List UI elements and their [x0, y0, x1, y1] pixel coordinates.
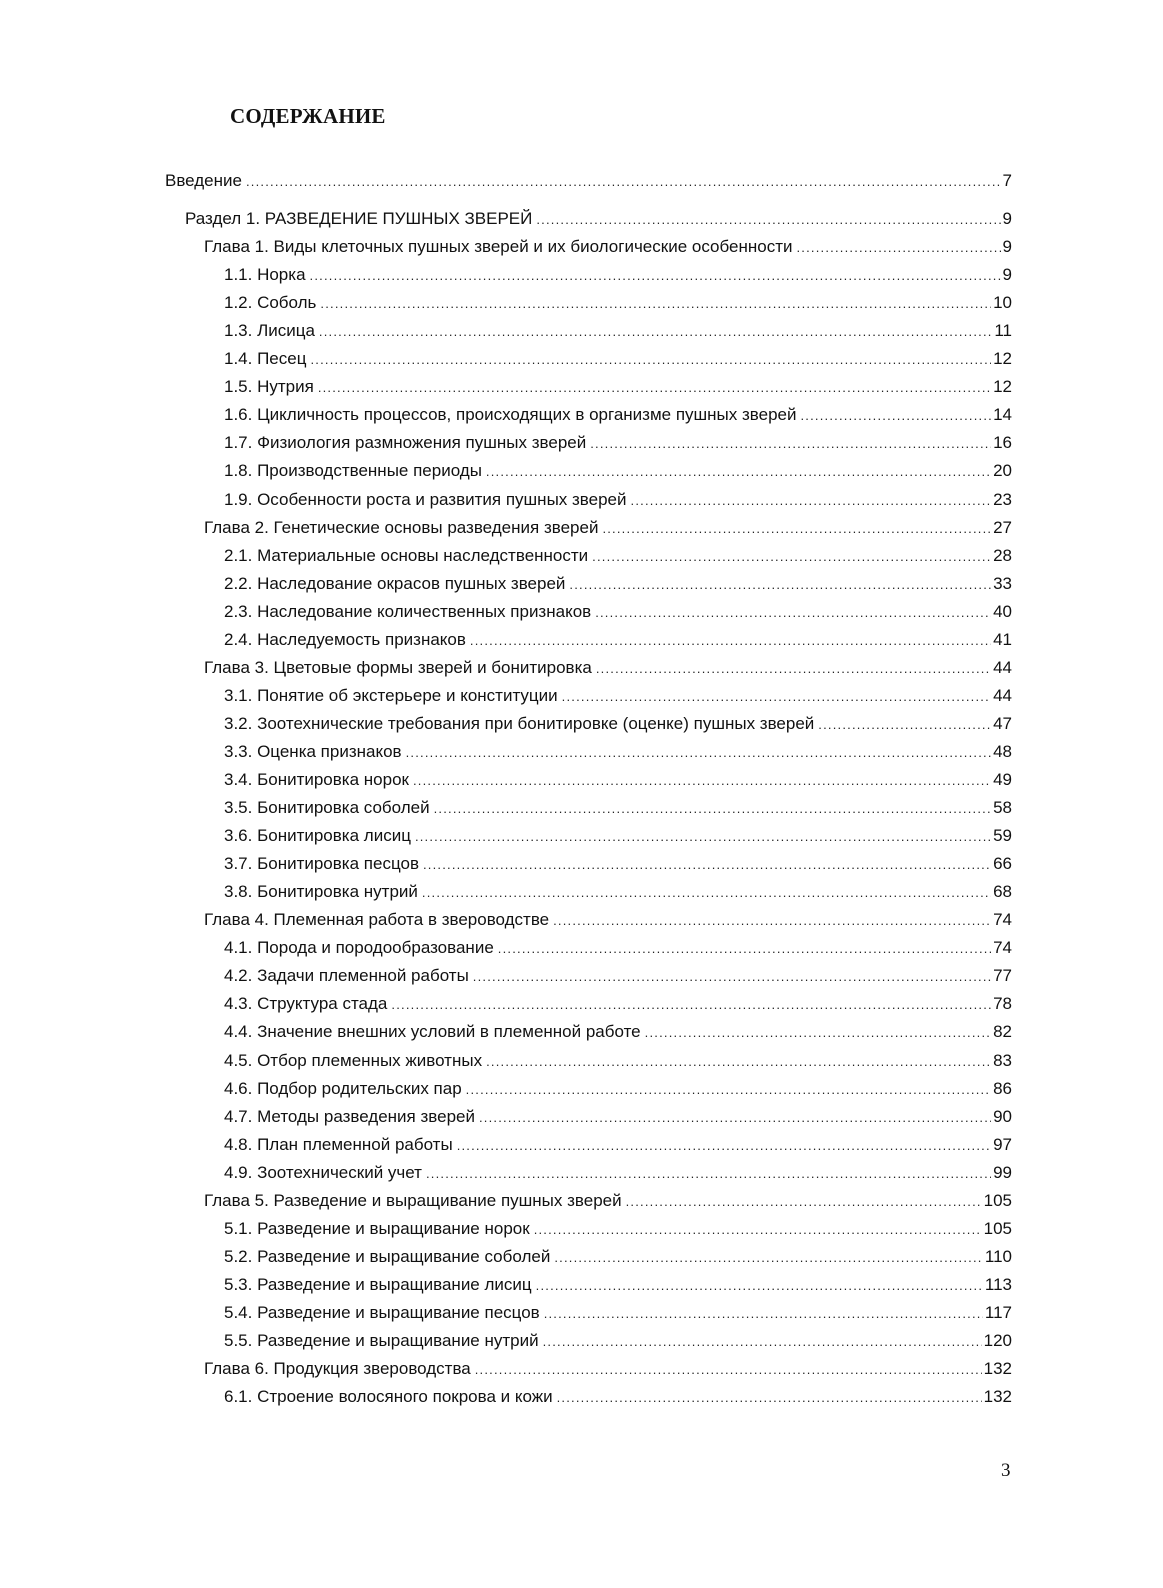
toc-entry[interactable] [224, 348, 1012, 370]
dot-leader [466, 1079, 991, 1101]
toc-entry-page: 28 [993, 545, 1012, 565]
dot-leader [479, 1107, 991, 1129]
toc-entry-text: 4.8. План племенной работы [224, 1134, 453, 1154]
dot-leader [473, 966, 991, 988]
dot-leader [320, 293, 991, 315]
toc-entry-page: 48 [993, 741, 1012, 761]
toc-entry[interactable] [224, 1162, 1012, 1184]
dot-leader [536, 209, 1000, 231]
dot-leader [536, 1275, 983, 1297]
toc-entry[interactable] [224, 545, 1012, 567]
dot-leader [796, 237, 1000, 259]
dot-leader [562, 686, 991, 708]
toc-entry-text: Глава 4. Племенная работа в звероводстве [204, 910, 550, 930]
toc-entry-page: 59 [993, 826, 1012, 846]
toc-entry-page: 20 [993, 461, 1012, 481]
toc-entry-page: 105 [983, 1190, 1012, 1210]
dot-leader [569, 574, 991, 596]
toc-entry[interactable] [224, 1386, 1012, 1408]
dot-leader [818, 714, 991, 736]
dot-leader [645, 1022, 991, 1044]
toc-entry[interactable] [224, 1050, 1012, 1072]
toc-entry-text: Глава 2. Генетические основы разведения зверей [204, 517, 599, 537]
toc-entry-page: 41 [993, 629, 1012, 649]
dot-leader [415, 826, 991, 848]
toc-entry-page: 11 [994, 321, 1012, 341]
toc-entry-text: 2.3. Наследование количественных признаков [224, 601, 592, 621]
toc-entry-text: 4.7. Методы разведения зверей [224, 1106, 475, 1126]
toc-entry-page: 47 [993, 713, 1012, 733]
toc-entry-text: 4.6. Подбор родительских пар [224, 1078, 462, 1098]
toc-entry-text: 5.1. Разведение и выращивание норок [224, 1218, 530, 1238]
toc-entry-page: 23 [993, 489, 1012, 509]
toc-entry-text: 3.8. Бонитировка нутрий [224, 882, 418, 902]
toc-entry-page: 105 [983, 1218, 1012, 1238]
toc-entry-text: 3.1. Понятие об экстерьере и конституции [224, 685, 558, 705]
dot-leader [310, 265, 1001, 287]
dot-leader [543, 1331, 982, 1353]
toc-entry-page: 74 [993, 938, 1012, 958]
dot-leader [391, 994, 991, 1016]
toc-entry-page: 90 [993, 1106, 1012, 1126]
toc-entry-page: 27 [993, 517, 1012, 537]
toc-entry-text: 1.2. Соболь [224, 293, 317, 313]
dot-leader [426, 1163, 991, 1185]
toc-entry-text: 1.6. Цикличность процессов, происходящих в организме пушных зверей [224, 405, 797, 425]
toc-entry-text: 3.2. Зоотехнические требования при бонитировке (оценке) пушных зверей [224, 713, 815, 733]
toc-entry-page: 49 [993, 770, 1012, 789]
dot-leader [595, 602, 991, 624]
toc-entry[interactable] [224, 853, 1012, 875]
toc-entry-page: 66 [993, 854, 1012, 874]
toc-entry-text: 4.9. Зоотехнический учет [224, 1162, 422, 1182]
toc-entry[interactable] [165, 170, 1012, 192]
dot-leader [554, 1247, 983, 1269]
toc-entry-page: 9 [1002, 237, 1012, 257]
toc-entry-page: 9 [1002, 209, 1012, 228]
toc-entry-text: 1.9. Особенности роста и развития пушных зверей [224, 489, 627, 509]
dot-leader [406, 742, 991, 764]
toc-entry[interactable] [224, 489, 1012, 511]
toc-entry-text: 3.7. Бонитировка песцов [224, 854, 419, 874]
toc-entry-text: 5.3. Разведение и выращивание лисиц [224, 1274, 532, 1294]
toc-entry-page: 68 [993, 882, 1012, 902]
toc-entry-text: Глава 3. Цветовые формы зверей и бонитировка [204, 657, 592, 677]
toc-entry-text: 1.3. Лисица [224, 321, 315, 341]
dot-leader [470, 630, 991, 652]
toc-entry-page: 97 [993, 1134, 1012, 1154]
dot-leader [590, 433, 991, 455]
toc-entry-page: 7 [1002, 171, 1012, 190]
toc-entry[interactable] [224, 993, 1012, 1015]
toc-entry-page: 83 [993, 1050, 1012, 1070]
toc-entry-page: 120 [983, 1331, 1012, 1350]
toc-entry-text: 2.2. Наследование окрасов пушных зверей [224, 573, 566, 593]
dot-leader [475, 1359, 982, 1381]
toc-entry[interactable] [204, 909, 1012, 931]
toc-entry-text: Глава 5. Разведение и выращивание пушных зверей [204, 1190, 622, 1210]
toc-entry-text: Введение [165, 171, 242, 190]
dot-leader [498, 938, 991, 960]
toc-entry-text: 4.5. Отбор племенных животных [224, 1050, 483, 1070]
toc-entry-page: 110 [984, 1246, 1012, 1266]
dot-leader [434, 798, 991, 820]
toc-entry[interactable] [224, 404, 1012, 426]
toc-entry-page: 117 [984, 1302, 1012, 1322]
toc-entry-text: 5.2. Разведение и выращивание соболей [224, 1246, 551, 1266]
toc-entry-page: 16 [993, 433, 1012, 453]
dot-leader [246, 171, 1001, 193]
dot-leader [486, 461, 991, 483]
toc-entry[interactable] [224, 320, 1012, 342]
dot-leader [801, 405, 992, 427]
toc-entry-text: 5.4. Разведение и выращивание песцов [224, 1302, 540, 1322]
toc-entry-text: 3.3. Оценка признаков [224, 741, 402, 761]
toc-entry[interactable] [224, 460, 1012, 482]
page-title: СОДЕРЖАНИЕ [230, 104, 386, 128]
toc-entry[interactable] [224, 292, 1012, 314]
toc-entry-page: 113 [984, 1274, 1012, 1294]
toc-entry-page: 74 [993, 910, 1012, 930]
dot-leader [457, 1135, 991, 1157]
toc-entry[interactable] [224, 1106, 1012, 1128]
toc-entry-page: 132 [983, 1359, 1012, 1379]
toc-entry[interactable] [224, 1246, 1012, 1268]
toc-entry[interactable] [224, 601, 1012, 623]
toc-entry[interactable] [224, 1274, 1012, 1296]
toc-entry[interactable] [224, 1021, 1012, 1043]
toc-entry-text: 1.5. Нутрия [224, 377, 314, 397]
toc-entry-text: 2.4. Наследуемость признаков [224, 629, 466, 649]
toc-entry-page: 86 [993, 1078, 1012, 1098]
toc-entry-text: 2.1. Материальные основы наследственности [224, 545, 589, 565]
toc-entry[interactable] [224, 264, 1012, 286]
toc-entry[interactable] [224, 685, 1012, 707]
toc-entry-page: 99 [993, 1162, 1012, 1182]
toc-entry[interactable] [224, 937, 1012, 959]
toc-entry[interactable] [224, 1330, 1012, 1352]
toc-entry[interactable] [224, 797, 1012, 819]
dot-leader [626, 1191, 982, 1213]
dot-leader [423, 854, 991, 876]
dot-leader [319, 321, 992, 343]
toc-entry[interactable] [224, 965, 1012, 987]
dot-leader [557, 1387, 982, 1409]
toc-entry[interactable] [204, 1190, 1012, 1212]
toc-entry-text: 3.5. Бонитировка соболей [224, 798, 430, 818]
dot-leader [310, 349, 991, 371]
toc-entry[interactable] [224, 376, 1012, 398]
dot-leader [422, 882, 991, 904]
dot-leader [596, 658, 991, 680]
toc-entry-page: 33 [993, 573, 1012, 593]
toc-entry-page: 78 [993, 994, 1012, 1014]
toc-entry[interactable] [224, 629, 1012, 651]
toc-entry[interactable] [224, 1218, 1012, 1240]
toc-entry-page: 9 [1002, 265, 1012, 285]
toc-entry-page: 12 [993, 349, 1012, 369]
dot-leader [602, 518, 991, 540]
dot-leader [486, 1051, 991, 1073]
toc-entry-page: 10 [993, 293, 1012, 313]
toc-entry[interactable] [204, 236, 1012, 258]
dot-leader [631, 490, 992, 512]
toc-entry[interactable] [204, 657, 1012, 679]
toc-entry-page: 44 [993, 657, 1012, 677]
toc-entry[interactable] [224, 573, 1012, 595]
toc-entry-text: Глава 6. Продукция звероводства [204, 1359, 471, 1379]
toc-entry-text: Раздел 1. РАЗВЕДЕНИЕ ПУШНЫХ ЗВЕРЕЙ [185, 209, 533, 228]
toc-entry-text: 4.3. Структура стада [224, 994, 388, 1014]
toc-entry-text: 5.5. Разведение и выращивание нутрий [224, 1331, 539, 1350]
toc-entry-page: 58 [993, 798, 1012, 818]
toc-entry-page: 82 [993, 1022, 1012, 1042]
toc-entry-text: Глава 1. Виды клеточных пушных зверей и их биологические особенности [204, 237, 793, 257]
dot-leader [318, 377, 991, 399]
toc-entry[interactable] [224, 1302, 1012, 1324]
dot-leader [413, 770, 991, 792]
toc-entry-page: 77 [993, 966, 1012, 986]
page-number: 3 [1001, 1460, 1011, 1481]
toc-entry[interactable] [224, 881, 1012, 903]
toc-entry[interactable] [224, 713, 1012, 735]
toc-entry-page: 44 [993, 685, 1012, 705]
toc-entry-text: 1.1. Норка [224, 265, 306, 285]
toc-entry-text: 4.4. Значение внешних условий в племенной работе [224, 1022, 641, 1042]
toc-entry-page: 40 [993, 601, 1012, 621]
toc-entry-text: 1.7. Физиология размножения пушных зверей [224, 433, 587, 453]
toc-entry-text: 3.4. Бонитировка норок [224, 770, 409, 789]
dot-leader [534, 1219, 982, 1241]
toc-entry[interactable] [224, 741, 1012, 763]
toc-entry[interactable] [204, 517, 1012, 539]
toc-entry[interactable] [224, 1078, 1012, 1100]
toc-entry-text: 6.1. Строение волосяного покрова и кожи [224, 1387, 553, 1407]
toc-entry-page: 132 [983, 1387, 1012, 1407]
toc-entry[interactable] [204, 1358, 1012, 1380]
dot-leader [592, 546, 991, 568]
toc-entry[interactable] [224, 769, 1012, 791]
toc-entry[interactable] [185, 208, 1012, 230]
toc-entry-text: 3.6. Бонитировка лисиц [224, 826, 411, 846]
toc-entry-text: 1.4. Песец [224, 349, 307, 369]
toc-entry-text: 4.1. Порода и породообразование [224, 938, 494, 958]
dot-leader [553, 910, 991, 932]
toc-entry-page: 12 [993, 377, 1012, 397]
toc-entry-page: 14 [993, 405, 1012, 425]
toc-entry[interactable] [224, 432, 1012, 454]
toc-entry[interactable] [224, 1134, 1012, 1156]
toc-entry-text: 4.2. Задачи племенной работы [224, 966, 469, 986]
dot-leader [544, 1303, 983, 1325]
toc-entry[interactable] [224, 825, 1012, 847]
toc-entry-text: 1.8. Производственные периоды [224, 461, 482, 481]
